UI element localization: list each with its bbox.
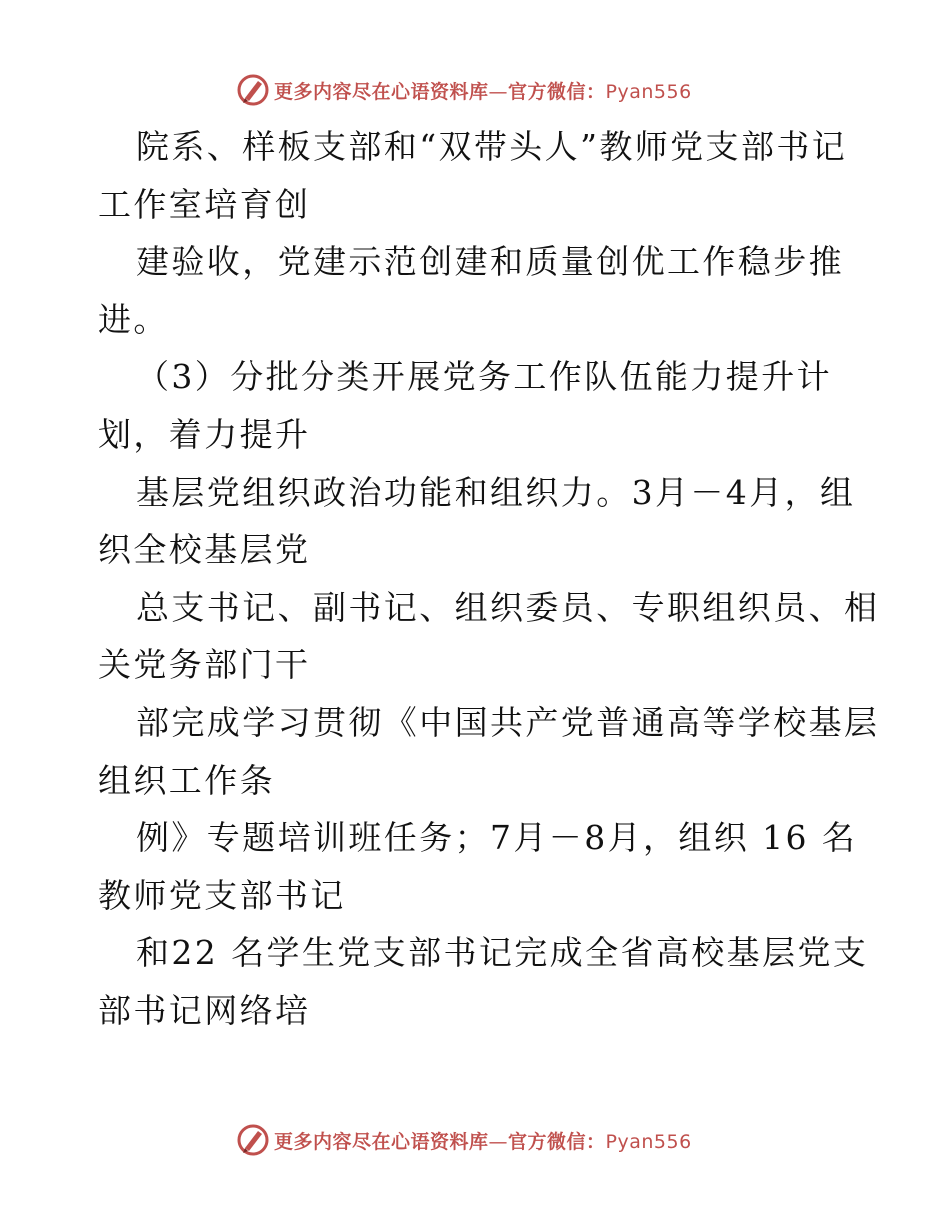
pen-logo-icon [236,73,270,107]
pen-logo-icon [236,1123,270,1157]
body-line: 组织工作条 [98,760,275,800]
footer-watermark [236,1122,692,1158]
body-line: 院系、样板支部和“双带头人”教师党支部书记 [136,127,848,166]
body-line: 建验收，党建示范创建和质量创优工作稳步推 [136,242,844,282]
body-line: 织全校基层党 [98,530,311,570]
body-line: 总支书记、副书记、组织委员、专职组织员、相 [136,587,880,627]
watermark-text: 更多内容尽在心语资料库—官方微信：Pyan556 [274,80,692,103]
body-line: 部完成学习贯彻《中国共产党普通高等学校基层 [136,702,880,742]
body-line: 教师党支部书记 [98,875,346,915]
body-line: （3）分批分类开展党务工作队伍能力提升计 [136,357,832,397]
body-line: 划，着力提升 [98,414,311,454]
body-line: 进。 [98,299,169,339]
header-watermark [236,72,692,108]
body-line: 部书记网络培 [98,990,311,1030]
body-line: 例》专题培训班任务；7月－8月，组织 16 名 [136,818,858,858]
document-body [98,118,880,1040]
body-line: 关党务部门干 [98,645,311,685]
body-line: 工作室培育创 [98,184,311,224]
watermark-text: 更多内容尽在心语资料库—官方微信：Pyan556 [274,1130,692,1153]
body-line: 基层党组织政治功能和组织力。3月－4月，组 [136,472,856,512]
body-line: 和22 名学生党支部书记完成全省高校基层党支 [136,933,869,973]
